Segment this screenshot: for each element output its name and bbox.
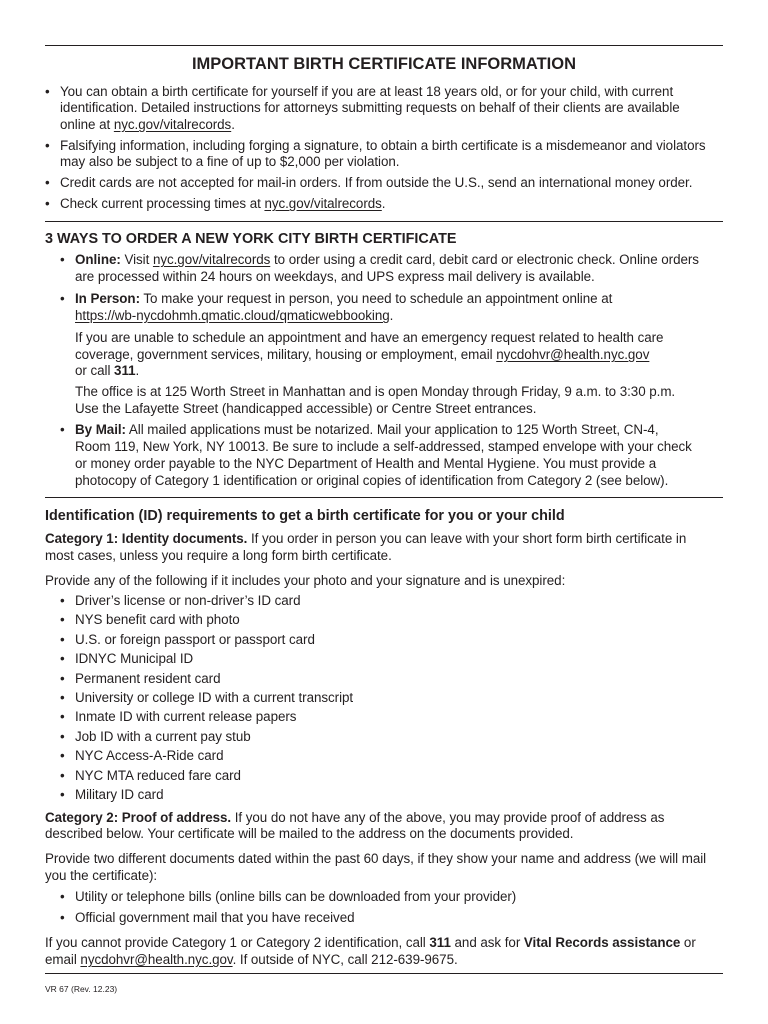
provide-two-line-2: you the certificate): <box>45 868 158 883</box>
list-item: University or college ID with a current transcript <box>75 690 354 705</box>
list-item: Inmate ID with current release papers <box>75 709 297 725</box>
bottom-rule <box>45 973 723 974</box>
appointment-link[interactable]: https://wb-nycdohmh.qmatic.cloud/qmaticwebbooking <box>75 308 390 323</box>
info-bullet-1-line-1: You can obtain a birth certificate for yourself if you are at least 18 years old, or for your child, with current <box>60 84 674 99</box>
form-number: VR 67 (Rev. 12.23) <box>45 984 118 994</box>
bullet-marker: • <box>60 767 65 783</box>
email-link[interactable]: nycdohvr@health.nyc.gov <box>80 952 233 967</box>
top-rule <box>45 45 723 46</box>
in-person-line-2: https://wb-nycdohmh.qmatic.cloud/qmaticwebbooking. <box>75 308 394 323</box>
cat1-line-2: most cases, unless you require a long form birth certificate. <box>45 548 392 563</box>
emergency-line-2: coverage, government services, military, housing or employment, email nycdohvr@health.nyc.gov <box>75 347 650 362</box>
emergency-line-3: or call 311. <box>75 363 140 378</box>
vitalrecords-link[interactable]: nyc.gov/vitalrecords <box>113 117 232 132</box>
list-item: NYS benefit card with photo <box>75 612 240 628</box>
info-bullet-3: Credit cards are not accepted for mail-in orders. If from outside the U.S., send an international money order. <box>60 175 693 190</box>
online-line-2: are processed within 24 hours on weekdays, and UPS express mail delivery is available. <box>75 269 595 284</box>
bullet-marker: • <box>60 612 65 628</box>
section-rule <box>45 497 723 498</box>
bullet-marker: • <box>60 670 65 686</box>
bullet-marker: • <box>45 84 50 99</box>
emergency-line-1: If you are unable to schedule an appointment and have an emergency request related to health care <box>75 330 664 345</box>
final-line-1: If you cannot provide Category 1 or Category 2 identification, call 311 and ask for Vital Records assistance or <box>45 935 696 950</box>
online-line-1: Online: Visit nyc.gov/vitalrecords to order using a credit card, debit card or electronic check. Online orders <box>75 252 699 267</box>
bullet-marker: • <box>60 252 65 267</box>
bullet-marker: • <box>45 196 50 211</box>
info-bullet-2-line-2: may also be subject to a fine of up to $2,000 per violation. <box>60 154 400 169</box>
provide-two-line-1: Provide two different documents dated within the past 60 days, if they show your name and address (we will mail <box>45 851 707 866</box>
bullet-marker: • <box>60 787 65 802</box>
info-bullet-1-line-3: online at nyc.gov/vitalrecords. <box>60 117 235 132</box>
provide-any: Provide any of the following if it includes your photo and your signature and is unexpired: <box>45 573 566 588</box>
bullet-marker: • <box>60 651 65 667</box>
list-item: Official government mail that you have received <box>75 909 355 925</box>
list-item: Job ID with a current pay stub <box>75 728 251 744</box>
final-line-2: email nycdohvr@health.nyc.gov. If outside of NYC, call 212-639-9675. <box>45 952 458 967</box>
office-line-1: The office is at 125 Worth Street in Manhattan and is open Monday through Friday, 9 a.m. to 3:30 p.m. <box>75 384 676 399</box>
bullet-marker: • <box>45 138 50 153</box>
info-bullet-4: Check current processing times at nyc.gov/vitalrecords. <box>60 196 386 211</box>
list-item: Driver’s license or non-driver’s ID card <box>75 593 301 608</box>
ways-heading: 3 WAYS TO ORDER A NEW YORK CITY BIRTH CERTIFICATE <box>45 231 457 247</box>
list-item: U.S. or foreign passport or passport card <box>75 631 315 647</box>
bullet-marker: • <box>60 291 65 306</box>
mail-line-2: Room 119, New York, NY 10013. Be sure to include a self-addressed, stamped envelope with your check <box>75 439 692 454</box>
list-item: Military ID card <box>75 787 164 802</box>
mail-line-4: photocopy of Category 1 identification or original copies of identification from Category 2 (see below). <box>75 473 669 488</box>
list-item: Permanent resident card <box>75 670 221 686</box>
bullet-marker: • <box>60 909 65 925</box>
info-bullet-2-line-1: Falsifying information, including forging a signature, to obtain a birth certificate is a misdemeanor and violators <box>60 138 706 153</box>
email-link[interactable]: nycdohvr@health.nyc.gov <box>496 347 650 362</box>
mail-line-3: or money order payable to the NYC Department of Health and Mental Hygiene. You must provide a <box>75 456 657 471</box>
bullet-marker: • <box>60 748 65 764</box>
in-person-line-1: In Person: To make your request in person, you need to schedule an appointment online at <box>75 291 613 306</box>
bullet-marker: • <box>60 690 65 705</box>
list-item: NYC MTA reduced fare card <box>75 767 241 783</box>
office-line-2: Use the Lafayette Street (handicapped accessible) or Centre Street entrances. <box>75 401 537 416</box>
id-heading: Identification (ID) requirements to get a birth certificate for you or your child <box>45 508 565 524</box>
cat1-line-1: Category 1: Identity documents. If you order in person you can leave with your short form birth certificate in <box>45 531 687 546</box>
mail-line-1: By Mail: All mailed applications must be notarized. Mail your application to 125 Worth Street, CN-4, <box>75 422 659 437</box>
bullet-marker: • <box>45 175 50 190</box>
vitalrecords-link[interactable]: nyc.gov/vitalrecords <box>152 252 271 267</box>
cat2-line-1: Category 2: Proof of address. If you do not have any of the above, you may provide proof of address as <box>45 810 665 825</box>
cat2-line-2: described below. Your certificate will be mailed to the address on the documents provided. <box>45 826 574 841</box>
section-rule <box>45 221 723 222</box>
list-item: IDNYC Municipal ID <box>75 651 194 667</box>
vitalrecords-link[interactable]: nyc.gov/vitalrecords <box>264 196 382 211</box>
list-item: Utility or telephone bills (online bills can be downloaded from your provider) <box>75 889 517 904</box>
bullet-marker: • <box>60 889 65 904</box>
bullet-marker: • <box>60 709 65 725</box>
list-item: NYC Access-A-Ride card <box>75 748 224 764</box>
page-title: IMPORTANT BIRTH CERTIFICATE INFORMATION <box>191 55 577 73</box>
bullet-marker: • <box>60 422 65 437</box>
bullet-marker: • <box>60 728 65 744</box>
bullet-marker: • <box>60 631 65 647</box>
bullet-marker: • <box>60 593 65 608</box>
info-bullet-1-line-2: identification. Detailed instructions for attorneys submitting requests on behalf of their clients are available <box>60 100 680 115</box>
